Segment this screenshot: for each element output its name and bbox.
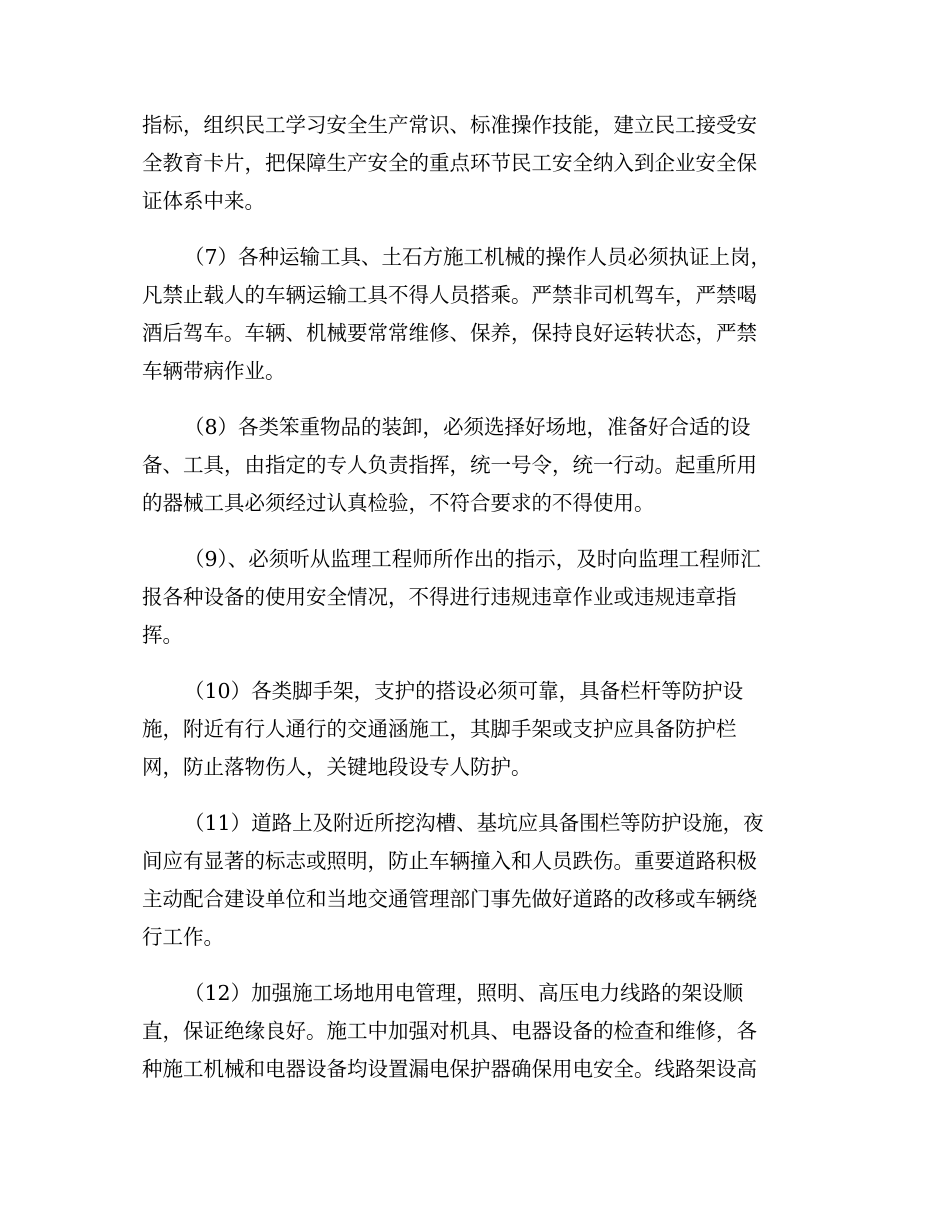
text-line: 主动配合建设单位和当地交通管理部门事先做好道路的改移或车辆绕 [142,887,757,911]
text-line: 证体系中来。 [142,189,265,213]
text-line: （8）各类笨重物品的装卸，必须选择好场地，准备好合适的设 [184,415,751,439]
text-line: 网，防止落物伤人，关键地段设专人防护。 [142,755,532,779]
text-line: 直，保证绝缘良好。施工中加强对机具、电器设备的检查和维修，各 [142,1019,757,1043]
text-line: 凡禁止载人的车辆运输工具不得人员搭乘。严禁非司机驾车，严禁喝 [142,283,757,307]
text-line: 报各种设备的使用安全情况，不得进行违规违章作业或违规违章指 [142,585,737,609]
text-line: 施，附近有行人通行的交通涵施工，其脚手架或支护应具备防护栏 [142,717,737,741]
document-body [142,106,802,1088]
text-line: 的器械工具必须经过认真检验，不符合要求的不得使用。 [142,491,655,515]
paragraph-continuation [142,106,802,220]
text-line: 车辆带病作业。 [142,359,286,383]
paragraph-item-8 [142,408,802,522]
text-line: 挥。 [142,623,183,647]
paragraph-item-11 [142,804,802,956]
text-line: 种施工机械和电器设备均设置漏电保护器确保用电安全。线路架设高 [142,1057,757,1081]
text-line: 全教育卡片，把保障生产安全的重点环节民工安全纳入到企业安全保 [142,151,757,175]
paragraph-item-7 [142,238,802,390]
text-line: 行工作。 [142,925,224,949]
text-line: （9）、必须听从监理工程师所作出的指示，及时向监理工程师汇 [184,547,761,571]
text-line: 间应有显著的标志或照明，防止车辆撞入和人员跌伤。重要道路积极 [142,849,757,873]
paragraph-item-12 [142,974,802,1088]
text-line: 备、工具，由指定的专人负责指挥，统一号令，统一行动。起重所用 [142,453,757,477]
text-line: 酒后驾车。车辆、机械要常常维修、保养，保持良好运转状态，严禁 [142,321,757,345]
text-line: （7）各种运输工具、土石方施工机械的操作人员必须执证上岗， [184,245,772,269]
text-line: 指标，组织民工学习安全生产常识、标准操作技能，建立民工接受安 [142,113,757,137]
text-line: （10）各类脚手架，支护的搭设必须可靠，具备栏杆等防护设 [184,679,744,703]
text-line: （12）加强施工场地用电管理，照明、高压电力线路的架设顺 [184,981,744,1005]
paragraph-item-9 [142,540,802,654]
text-line: （11）道路上及附近所挖沟槽、基坑应具备围栏等防护设施，夜 [184,811,764,835]
paragraph-item-10 [142,672,802,786]
